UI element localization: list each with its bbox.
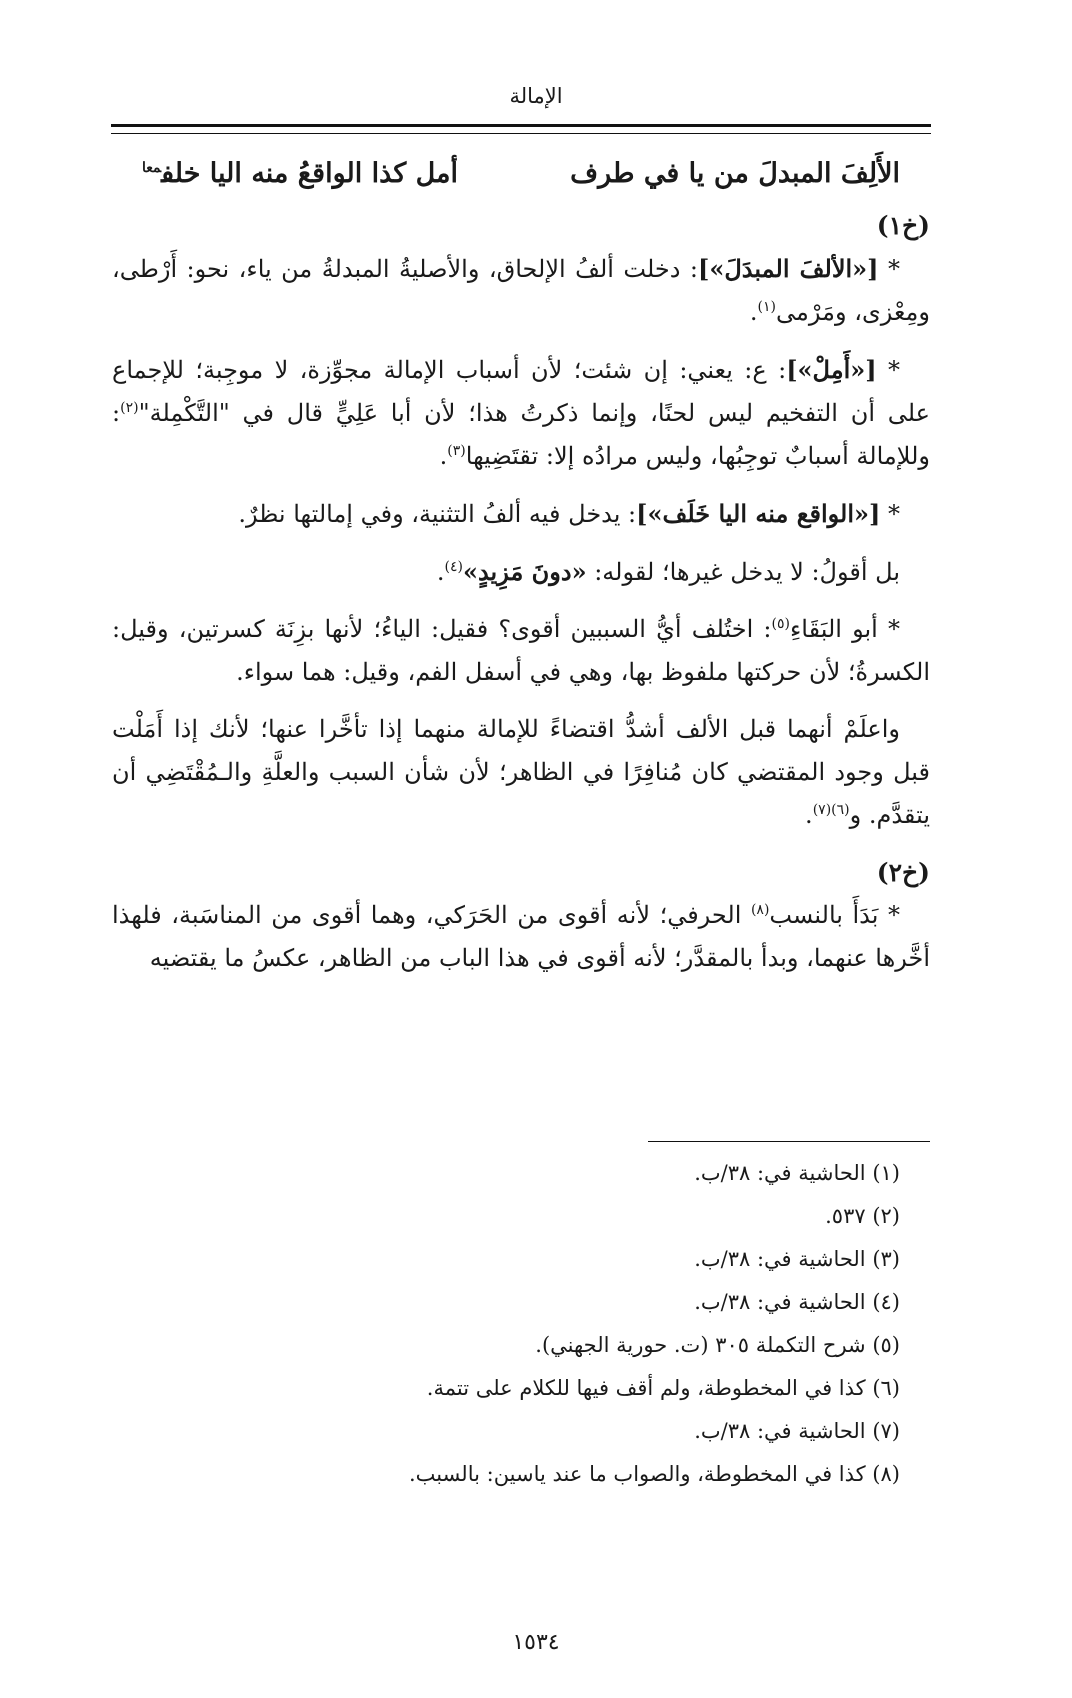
section-label-1: (خ١) (876, 211, 930, 240)
paragraph-7-text: * بَدَأَ بالنسب (769, 901, 900, 929)
paragraph-4 (112, 550, 930, 594)
header-rule-thick (111, 124, 931, 127)
paragraph-4-text: بل أقولُ: لا يدخل غيرها؛ لقوله: (586, 558, 900, 586)
footnote-2: (٢) ٥٣٧. (825, 1204, 900, 1228)
paragraph-1: * [«الألفَ المبدَلَ»]: دخلت ألفُ الإلحاق، والأصليةُ المبدلةُ من ياء، نحو: أَرْطى، ومِعْزى، ومَرْمى$^{(١)}$. (112, 254, 930, 326)
paragraph-6-text: واعلَمْ أنهما قبل الألف أشدُّ اقتضاءً للإمالة منهما إذا تأخَّرا عنها؛ لأنك إذا أَمَلْت قبل وجود المقتضي كان مُنافِرًا في الظاهر؛ لأن شأن السبب والعلَّةِ والـمُقْتَضِي أن يتقدَّم. و (112, 715, 930, 829)
verse-hemistich-2 (142, 152, 458, 196)
footnotes (112, 1152, 930, 1496)
page-number: ١٥٣٤ (512, 1630, 560, 1655)
paragraph-6 (112, 708, 930, 837)
paragraph-4-end: . (436, 558, 445, 586)
lemma-1: [«الألفَ المبدَلَ»] (698, 254, 879, 283)
footnote-ref-1: (١) (757, 299, 777, 315)
lemma-2: [«أَمِلْ»] (786, 355, 877, 384)
paragraph-5-text: * أبو البَقَاءِ (789, 615, 900, 643)
quote-4: «دونَ مَزِيدٍ» (462, 557, 587, 586)
footnote-5: (٥) شرح التكملة ٣٠٥ (ت. حورية الجهني). (535, 1333, 900, 1357)
header-rule-thin (111, 133, 931, 134)
paragraph-5-text-b: : اختُلف أيُّ السببين أقوى؟ فقيل: الياءُ؛ لأنها بزِنَة كسرتين، وقيل: الكسرةُ؛ لأن حركتها ملفوظ بها، وهي في أسفل الفم، وقيل: هما سواء. (112, 615, 930, 686)
paragraph-2-end: . (439, 442, 448, 470)
main-text (112, 148, 930, 980)
footnote-ref-3: (٣) (447, 443, 466, 459)
paragraph-1-end: . (749, 298, 758, 326)
footnote-8: (٨) كذا في المخطوطة، والصواب ما عند ياسين: بالسبب. (408, 1462, 900, 1486)
verse-hemistich-2-text: أمل كذا الواقعُ منه اليا خلف (161, 158, 458, 189)
lemma-3: [«الواقع منه اليا خَلَف»] (636, 499, 881, 528)
footnote-4: (٤) الحاشية في: ٣٨/ب. (694, 1290, 900, 1314)
footnote-1: (١) الحاشية في: ٣٨/ب. (694, 1161, 900, 1185)
paragraph-3: * [«الواقع منه اليا خَلَف»]: يدخل فيه ألفُ التثنية، وفي إمالتها نظرٌ. (238, 499, 900, 528)
verse-line (112, 148, 930, 196)
footnote-ref-8: (٨) (750, 902, 770, 918)
paragraph-1-text: : دخلت ألفُ الإلحاق، والأصليةُ المبدلةُ من ياء، نحو: أَرْطى، ومِعْزى، ومَرْمى (112, 255, 930, 326)
verse-marker: معا (142, 160, 162, 176)
paragraph-2-text-b: : وللإمالة أسبابٌ توجِبُها، وليس مرادُه إلا: تقتَضِيها (112, 399, 930, 470)
verse-hemistich-1: الأَلِفَ المبدلَ من يا في طرف (570, 158, 900, 189)
footnote-ref-5: (٥) (771, 616, 790, 632)
paragraph-7-text-b: الحرفي؛ لأنه أقوى من الحَرَكي، وهما أقوى من المناسَبة، فلهذا أخَّرها عنهما، وبدأ بالمقدَّر؛ لأنه أقوى في هذا الباب من الظاهر، عكسُ ما يقتضيه (112, 901, 930, 972)
paragraph-6-end: . (805, 801, 813, 829)
footnote-7: (٧) الحاشية في: ٣٨/ب. (694, 1419, 900, 1443)
paragraph-5 (112, 608, 930, 694)
footnote-ref-6-7: (٦)(٧) (812, 802, 850, 818)
section-label-2: (خ٢) (876, 858, 930, 887)
footnote-rule (648, 1141, 930, 1142)
footnote-3: (٣) الحاشية في: ٣٨/ب. (694, 1247, 900, 1271)
running-title: الإمالة (509, 84, 563, 108)
footnote-ref-2: (٢) (120, 400, 139, 416)
paragraph-7 (112, 894, 930, 980)
footnote-ref-4: (٤) (444, 559, 463, 575)
paragraph-2: * [«أَمِلْ»]: ع: يعني: إن شئت؛ لأن أسباب الإمالة مجوِّزة، لا موجِبة؛ للإجماع على أن التفخيم ليس لحنًا، وإنما ذكرتُ هذا؛ لأن أبا عَلِيٍّ قال في "التَّكْمِلة"$^{(٢)}$: وللإمالة أسبابٌ توجِبُها، وليس مرادُه إلا: تقتَضِيها$^{(٣)}$. (112, 355, 930, 470)
paragraph-3-text: : يدخل فيه ألفُ التثنية، وفي إمالتها نظرٌ. (238, 500, 637, 528)
footnote-6: (٦) كذا في المخطوطة، ولم أقف فيها للكلام على تتمة. (426, 1376, 900, 1400)
paragraph-2-text: : ع: يعني: إن شئت؛ لأن أسباب الإمالة مجوِّزة، لا موجِبة؛ للإجماع على أن التفخيم ليس لحنًا، وإنما ذكرتُ هذا؛ لأن أبا عَلِيٍّ قال في "التَّكْمِلة" (112, 356, 930, 427)
